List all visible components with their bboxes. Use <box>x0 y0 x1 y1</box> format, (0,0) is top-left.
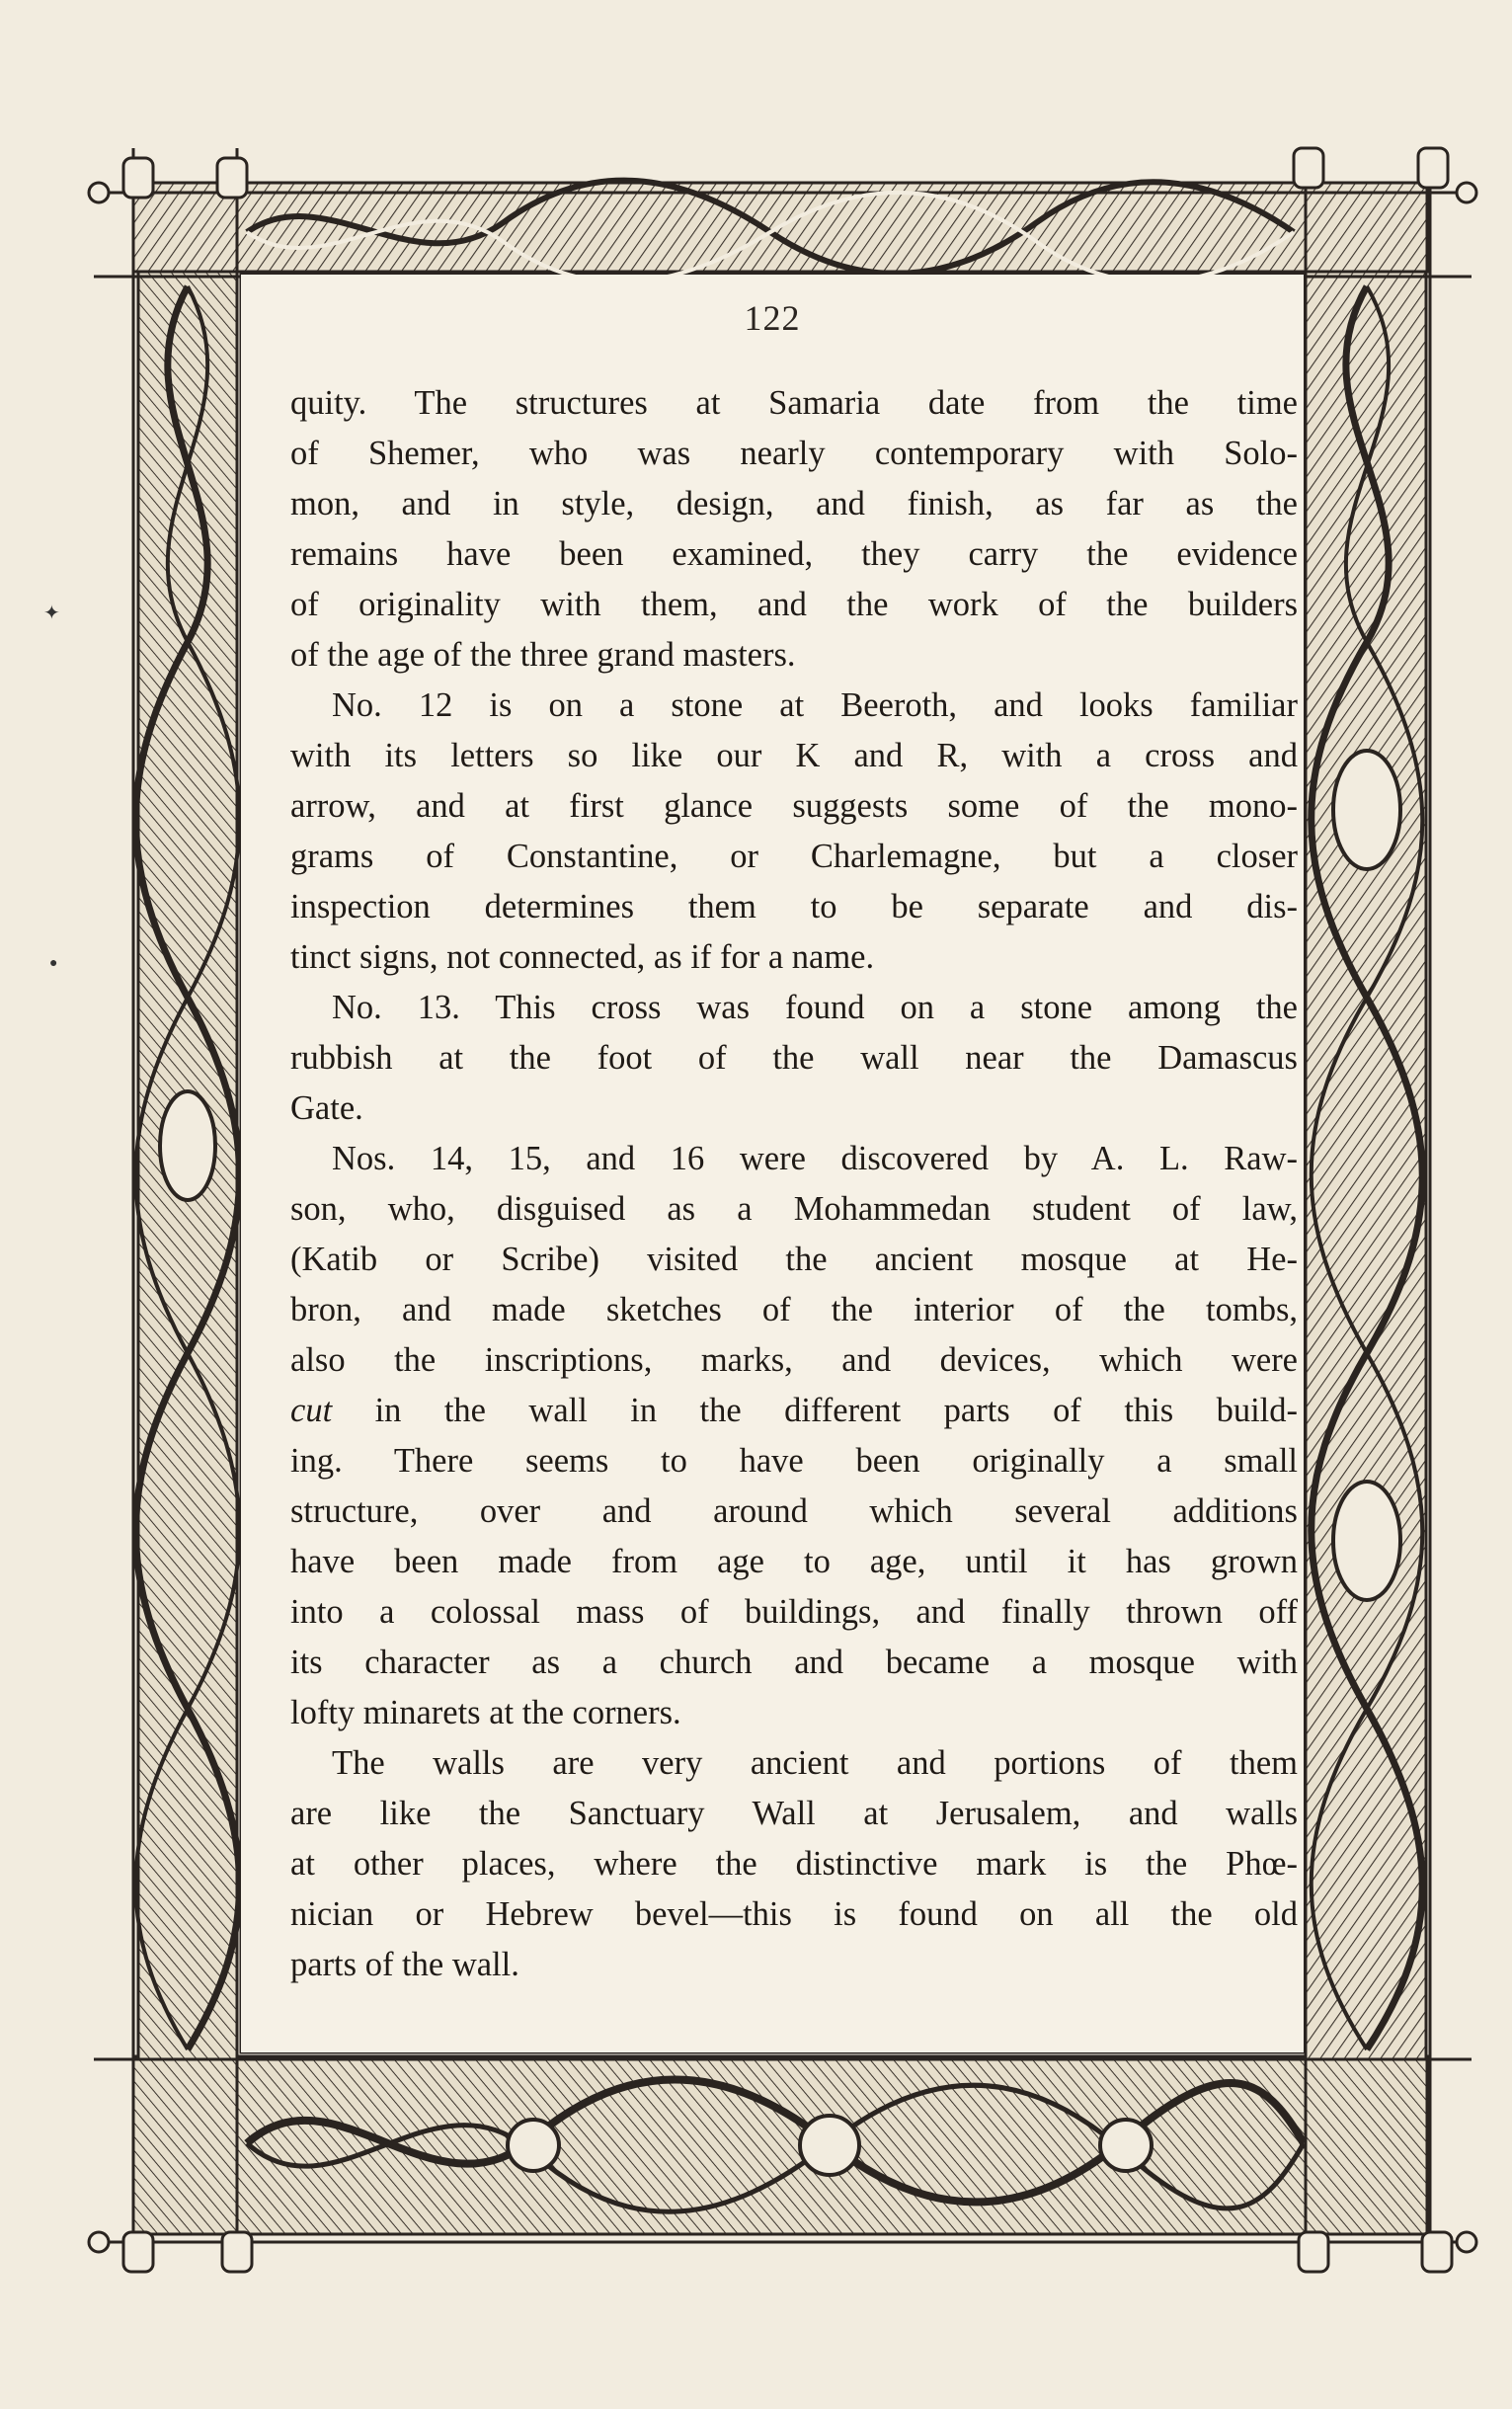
text-line: its character as a church and became a mosque with <box>290 1644 1298 1681</box>
text-line: into a colossal mass of buildings, and finally thrown off <box>290 1593 1298 1631</box>
text-line: Gate. <box>290 1089 363 1127</box>
text-line: (Katib or Scribe) visited the ancient mosque at He- <box>290 1241 1298 1278</box>
text-line: have been made from age to age, until it has grown <box>290 1543 1298 1580</box>
text-line: ing. There seems to have been originally a small <box>290 1442 1298 1480</box>
margin-dot: ● <box>49 956 58 971</box>
text-line: at other places, where the distinctive mark is the Phœ- <box>290 1845 1298 1883</box>
text-line: lofty minarets at the corners. <box>290 1694 681 1731</box>
text-line: quity. The structures at Samaria date from the time <box>290 384 1298 422</box>
text-line: inspection determines them to be separate and dis- <box>290 888 1298 925</box>
text-line: with its letters so like our K and R, with a cross and <box>290 737 1298 774</box>
text-line: of the age of the three grand masters. <box>290 636 796 674</box>
text-line: son, who, disguised as a Mohammedan student of law, <box>290 1190 1298 1228</box>
text-panel <box>241 275 1304 2052</box>
text-line: arrow, and at first glance suggests some of the mono- <box>290 787 1298 825</box>
text-line: are like the Sanctuary Wall at Jerusalem, and walls <box>290 1795 1298 1832</box>
text-line: grams of Constantine, or Charlemagne, but a closer <box>290 838 1298 875</box>
text-line: nician or Hebrew bevel—this is found on all the old <box>290 1895 1298 1933</box>
text-line: structure, over and around which several additions <box>290 1492 1298 1530</box>
text-line: remains have been examined, they carry the evidence <box>290 535 1298 573</box>
text-line: rubbish at the foot of the wall near the Damascus <box>290 1039 1298 1077</box>
text-line: of originality with them, and the work of the builders <box>290 586 1298 623</box>
text-line: mon, and in style, design, and finish, as far as the <box>290 485 1298 522</box>
text-line: tinct signs, not connected, as if for a name. <box>290 938 875 976</box>
text-line: No. 13. This cross was found on a stone among the <box>332 989 1298 1026</box>
text-line: No. 12 is on a stone at Beeroth, and looks familiar <box>332 686 1298 724</box>
page-number: 122 <box>744 298 801 338</box>
text-line: The walls are very ancient and portions of them <box>332 1744 1298 1782</box>
text-line: of Shemer, who was nearly contemporary with Solo- <box>290 435 1298 472</box>
text-line: cut in the wall in the different parts of this build- <box>290 1392 1298 1429</box>
text-line: also the inscriptions, marks, and devices, which were <box>290 1341 1298 1379</box>
body-text <box>290 378 1298 1990</box>
text-line: Nos. 14, 15, and 16 were discovered by A. L. Raw- <box>332 1140 1298 1177</box>
text-line: bron, and made sketches of the interior of the tombs, <box>290 1291 1298 1328</box>
margin-mark: ✦ <box>43 602 60 624</box>
text-line: parts of the wall. <box>290 1946 519 1983</box>
italic-word: cut <box>290 1392 333 1429</box>
